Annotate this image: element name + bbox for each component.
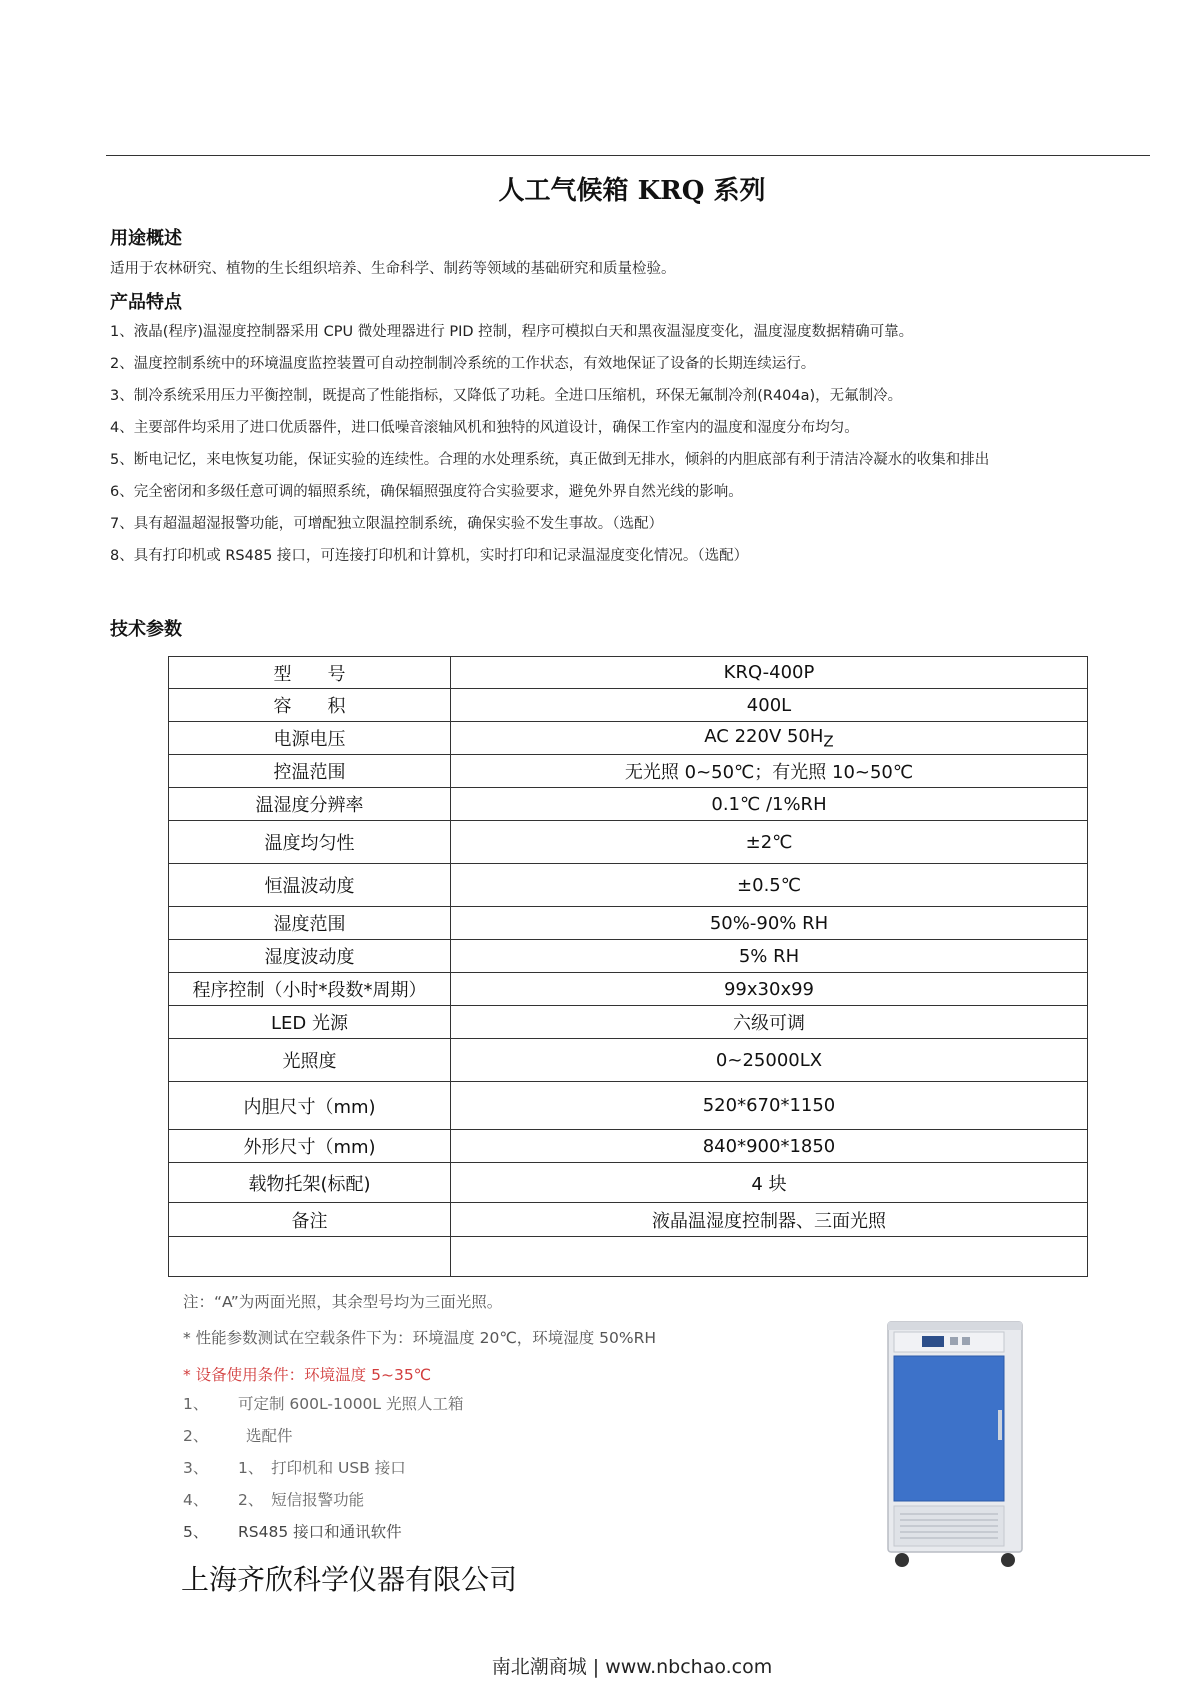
spec-value [451,1237,1088,1277]
option-item [183,1488,364,1510]
table-row [169,689,1088,722]
door-handle [998,1410,1002,1440]
spec-label: 温度均匀性 [169,821,451,864]
usage-heading: 用途概述 [110,228,182,249]
option-number: 1、 [183,1395,209,1413]
option-item [183,1392,463,1414]
note-test-condition: * 性能参数测试在空载条件下为：环境温度 20℃，环境湿度 50%RH [183,1329,657,1347]
page-title: 人工气候箱 KRQ 系列 [498,176,766,206]
display-icon [922,1336,944,1347]
option-text: 2、 短信报警功能 [238,1491,365,1509]
panel-button [962,1337,970,1345]
spec-label: 载物托架(标配) [169,1163,451,1203]
features-heading: 产品特点 [110,292,182,313]
spec-value: AC 220V 50H [704,725,824,747]
spec-value: 5% RH [451,940,1088,973]
spec-label: 控温范围 [169,755,451,788]
table-row [169,722,1088,755]
spec-value: ±0.5℃ [451,864,1088,907]
spec-value: 400L [451,689,1088,722]
option-text: RS485 接口和通讯软件 [238,1523,402,1541]
option-number: 5、 [183,1523,209,1541]
option-number: 4、 [183,1491,209,1509]
spec-value: 50%-90% RH [451,907,1088,940]
table-row [169,864,1088,907]
feature-item: 8、具有打印机或 RS485 接口，可连接打印机和计算机，实时打印和记录温湿度变化情况。（选配） [110,548,749,564]
table-row [169,973,1088,1006]
table-row [169,940,1088,973]
spec-label: 湿度波动度 [169,940,451,973]
cabinet-top [888,1322,1022,1330]
spec-value: 0.1℃ /1%RH [451,788,1088,821]
usage-text: 适用于农林研究、植物的生长组织培养、生命科学、制药等领域的基础研究和质量检验。 [110,261,676,277]
table-row [169,1039,1088,1082]
note-usage-condition: * 设备使用条件：环境温度 5~35℃ [183,1366,432,1384]
spec-value: 840*900*1850 [451,1130,1088,1163]
feature-item: 3、制冷系统采用压力平衡控制，既提高了性能指标，又降低了功耗。全进口压缩机，环保无氟制冷剂(R404a)，无氟制冷。 [110,388,903,404]
caster-wheel-icon [1001,1553,1015,1567]
option-item [183,1424,293,1446]
table-row [169,1130,1088,1163]
spec-label: 外形尺寸（mm) [169,1130,451,1163]
spec-value: KRQ-400P [451,657,1088,689]
table-row [169,1082,1088,1130]
spec-value: ±2℃ [451,821,1088,864]
table-row [169,755,1088,788]
spec-label: 型 号 [169,657,451,689]
control-panel [894,1332,1004,1352]
table-row [169,1006,1088,1039]
spec-table [168,656,1088,1277]
option-text: 1、 打印机和 USB 接口 [238,1459,406,1477]
climate-chamber-image [880,1320,1030,1570]
company-name: 上海齐欣科学仪器有限公司 [181,1563,518,1596]
table-row [169,657,1088,689]
spec-label: LED 光源 [169,1006,451,1039]
spec-label: 容 积 [169,689,451,722]
table-row [169,907,1088,940]
spec-value: 六级可调 [451,1006,1088,1039]
feature-item: 1、液晶(程序)温湿度控制器采用 CPU 微处理器进行 PID 控制，程序可模拟白天和黑夜温湿度变化，温度湿度数据精确可靠。 [110,324,914,340]
option-text: 选配件 [246,1427,293,1445]
spec-label: 恒温波动度 [169,864,451,907]
feature-item: 2、温度控制系统中的环境温度监控装置可自动控制制冷系统的工作状态，有效地保证了设备的长期连续运行。 [110,356,816,372]
spec-value-subscript: Z [823,732,834,751]
table-row [169,1203,1088,1237]
feature-item: 5、断电记忆，来电恢复功能，保证实验的连续性。合理的水处理系统，真正做到无排水，倾斜的内胆底部有利于清洁冷凝水的收集和排出 [110,452,990,468]
spec-value: 无光照 0~50℃；有光照 10~50℃ [451,755,1088,788]
table-row [169,821,1088,864]
spec-label: 程序控制（小时*段数*周期） [169,973,451,1006]
spec-value-voltage [451,722,1088,755]
spec-value: 4 块 [451,1163,1088,1203]
spec-label: 电源电压 [169,722,451,755]
spec-label: 备注 [169,1203,451,1237]
panel-button [950,1337,958,1345]
spec-value: 520*670*1150 [451,1082,1088,1130]
caster-wheel-icon [895,1553,909,1567]
table-row [169,1237,1088,1277]
option-text: 可定制 600L-1000L 光照人工箱 [238,1395,464,1413]
option-item [183,1520,402,1542]
spec-label: 内胆尺寸（mm) [169,1082,451,1130]
spec-label: 温湿度分辨率 [169,788,451,821]
option-number: 3、 [183,1459,209,1477]
spec-label: 光照度 [169,1039,451,1082]
spec-value: 液晶温湿度控制器、三面光照 [451,1203,1088,1237]
feature-item: 6、完全密闭和多级任意可调的辐照系统，确保辐照强度符合实验要求，避免外界自然光线的影响。 [110,484,743,500]
note-a: 注：“A”为两面光照，其余型号均为三面光照。 [183,1293,503,1311]
specs-heading: 技术参数 [110,619,182,640]
feature-item: 7、具有超温超湿报警功能，可增配独立限温控制系统，确保实验不发生事故。（选配） [110,516,663,532]
option-item [183,1456,406,1478]
spec-value: 0~25000LX [451,1039,1088,1082]
spec-value: 99x30x99 [451,973,1088,1006]
table-row [169,1163,1088,1203]
features-list [110,316,1150,572]
spec-label: 湿度范围 [169,907,451,940]
spec-label [169,1237,451,1277]
feature-item: 4、主要部件均采用了进口优质器件，进口低噪音滚轴风机和独特的风道设计，确保工作室内的温度和湿度分布均匀。 [110,420,859,436]
cabinet-door [894,1356,1004,1501]
table-row [169,788,1088,821]
option-number: 2、 [183,1427,209,1445]
footer-site[interactable]: 南北潮商城 | www.nbchao.com [491,1656,773,1678]
header-rule [106,155,1150,156]
